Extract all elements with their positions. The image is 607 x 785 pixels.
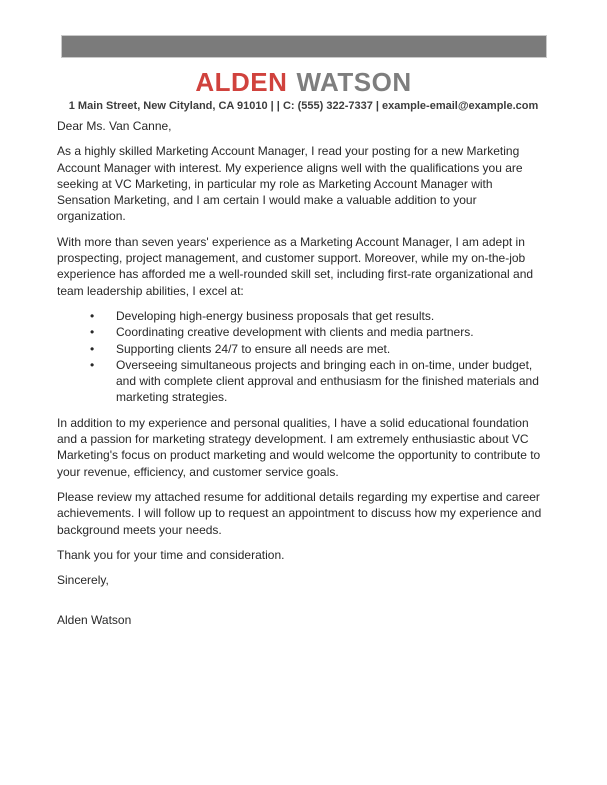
paragraph-intro: As a highly skilled Marketing Account Manager, I read your posting for a new Marketing Account Manager with interest. My experience aligns well with the qualifications you are seeking at VC Marketing, in particular my role as Marketing Account Manager with Sensation Marketing, and I am certain I would make a valuable addition to your organization. (57, 144, 523, 224)
bullet-item: • Developing high-energy business proposals that get results. (116, 308, 545, 324)
name-first: ALDEN (195, 67, 288, 97)
header-bar (61, 35, 547, 58)
bullet-item: • Supporting clients 24/7 to ensure all needs are met. (116, 341, 545, 357)
page-title (0, 67, 607, 97)
bullet-item: • Coordinating creative development with clients and media partners. (116, 324, 545, 340)
paragraph-experience: With more than seven years' experience as a Marketing Account Manager, I am adept in prospecting, project management, and customer support. Moreover, while my on-the-job experience has afforded me a well-rounded skill set, including first-rate organizational and team leadership abilities, I excel at: (57, 234, 534, 298)
contact-line: 1 Main Street, New Cityland, CA 91010 | | C: (555) 322-7337 | example-email@example.com (68, 100, 539, 112)
paragraph-followup: Please review my attached resume for additional details regarding my expertise and career achievements. I will follow up to request an appointment to discuss how my experience and background meets your needs. (57, 489, 542, 537)
paragraph-education: In addition to my experience and personal qualities, I have a solid educational foundation and a passion for marketing strategy development. I am extremely enthusiastic about VC Marketing's focus on product marketing and would welcome the opportunity to contribute to your revenue, efficiency, and customer service goals. (57, 415, 541, 479)
salutation: Dear Ms. Van Canne, (57, 119, 172, 133)
bullet-item: • Overseeing simultaneous projects and bringing each in on-time, under budget, and with complete client approval and enthusiasm for the finished materials and marketing strategies. (116, 357, 545, 406)
thanks-line: Thank you for your time and consideration. (57, 547, 285, 562)
name-last: WATSON (296, 67, 412, 97)
skills-bullet-list (57, 308, 545, 406)
valediction: Sincerely, (57, 573, 109, 588)
signature-name: Alden Watson (57, 613, 132, 628)
letter-body (57, 118, 545, 629)
